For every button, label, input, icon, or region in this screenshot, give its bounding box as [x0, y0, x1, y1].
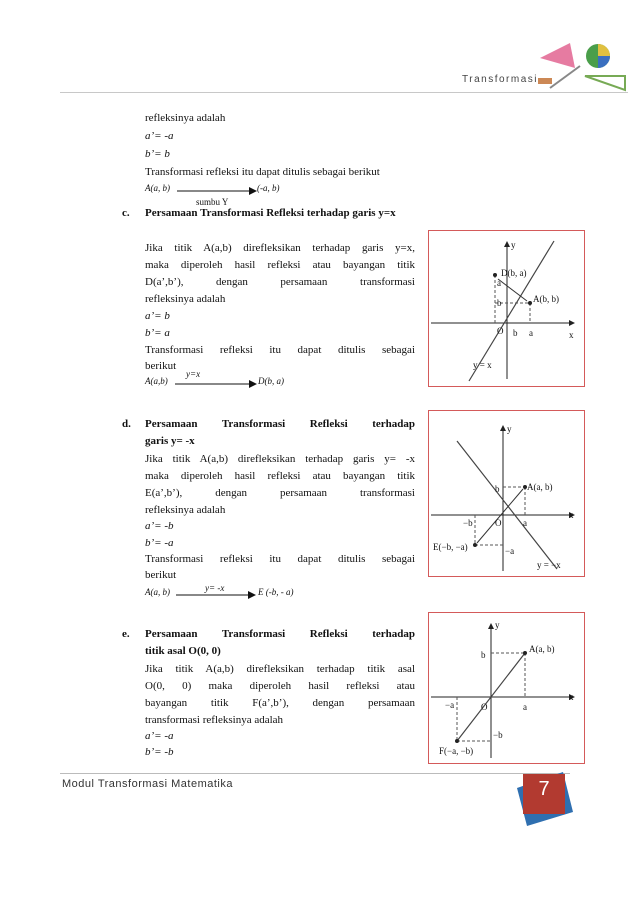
top-arrow-right: (-a, b): [257, 183, 280, 193]
graph-reflection-y-equals-x: [428, 230, 585, 387]
graph-d-minus-b: −b: [463, 518, 473, 528]
section-e-letter: e.: [122, 628, 130, 640]
section-e-title-2: titik asal O(0, 0): [145, 645, 221, 657]
section-d-line-1: Jika titik A(a,b) direfleksikan terhadap garis y= -x: [145, 453, 415, 465]
section-e-line-5: a’= -a: [145, 730, 174, 742]
section-d-title-1: Persamaan Transformasi Refleksi terhadap: [145, 418, 415, 430]
graph-e-origin: O: [481, 702, 488, 712]
graph-c-y-label: y: [511, 240, 516, 250]
graph-d-line-label: y = −x: [537, 560, 561, 570]
section-d-arrow-label: y= -x: [205, 583, 225, 593]
section-e-line-3: bayangan titik F(a’,b’), dengan persamaan: [145, 697, 415, 709]
section-e-title-1: Persamaan Transformasi Refleksi terhadap: [145, 628, 415, 640]
section-d-line-8: berikut: [145, 569, 177, 581]
section-c-line-6: b’= a: [145, 327, 170, 339]
graph-e-point-a: A(a, b): [529, 644, 555, 654]
page-number-badge: [513, 768, 575, 828]
section-c-arrow-left: A(a,b): [145, 376, 168, 386]
section-d-line-6: b’= -a: [145, 537, 174, 549]
graph-e-b-axis: b: [481, 650, 486, 660]
section-c-line-7: Transformasi refleksi itu dapat ditulis sebagai: [145, 344, 415, 356]
graph-reflection-y-equals-minus-x: [428, 410, 585, 577]
section-d-line-5: a’= -b: [145, 520, 174, 532]
section-c-arrow-label: y=x: [186, 369, 201, 379]
graph-c-point-d: D(b, a): [501, 268, 527, 278]
graph-d-x-label: x: [569, 510, 574, 520]
section-e-line-6: b’= -b: [145, 746, 174, 758]
graph-e-x-label: x: [569, 692, 574, 702]
graph-d-point-a: A(a, b): [527, 482, 553, 492]
header-rule: [60, 92, 628, 93]
section-c-line-5: a’= b: [145, 310, 170, 322]
footer-text: Modul Transformasi Matematika: [62, 778, 233, 790]
section-d-arrow-left: A(a, b): [145, 587, 170, 597]
section-d-letter: d.: [122, 418, 131, 430]
graph-c-point-a: A(b, b): [533, 294, 559, 304]
top-arrow-left: A(a, b): [145, 183, 170, 193]
graph-c-b-axis: b: [513, 328, 518, 338]
graph-reflection-origin: [428, 612, 585, 764]
section-d-title-2: garis y= -x: [145, 435, 195, 447]
graph-c-line-label: y = x: [473, 360, 492, 370]
graph-c-origin: O: [497, 326, 504, 336]
section-d-arrow-right: E (-b, - a): [258, 587, 294, 597]
section-c-line-4: refleksinya adalah: [145, 293, 226, 305]
section-c-arrow-right: D(b, a): [258, 376, 284, 386]
section-e-line-1: Jika titik A(a,b) direfleksikan terhadap titik asal: [145, 663, 415, 675]
section-d-line-4: refleksinya adalah: [145, 504, 226, 516]
page-number: 7: [538, 778, 550, 800]
section-d-line-3: E(a’,b’), dengan persamaan transformasi: [145, 487, 415, 499]
section-c-letter: c.: [122, 207, 130, 219]
header-illustration: [530, 38, 630, 98]
section-e-line-4: transformasi refleksinya adalah: [145, 714, 284, 726]
section-c-line-8: berikut: [145, 360, 177, 372]
graph-e-minus-a: −a: [445, 700, 455, 710]
top-line-4: Transformasi refleksi itu dapat ditulis sebagai berikut: [145, 166, 380, 178]
graph-c-a-left: a: [497, 278, 501, 288]
footer-rule: [60, 773, 570, 774]
top-line-3: b’= b: [145, 148, 170, 160]
section-c-line-3: D(a’,b’), dengan persamaan transformasi: [145, 276, 415, 288]
section-d-line-2: maka diperoleh hasil refleksi atau bayangan titik: [145, 470, 415, 482]
graph-c-a-axis: a: [529, 328, 533, 338]
top-line-1: refleksinya adalah: [145, 112, 226, 124]
section-c-line-2: maka diperoleh hasil refleksi atau bayangan titik: [145, 259, 415, 271]
graph-e-y-label: y: [495, 620, 500, 630]
graph-d-minus-a: −a: [505, 546, 515, 556]
section-c-title: Persamaan Transformasi Refleksi terhadap garis y=x: [145, 207, 396, 219]
graph-d-a-axis: a: [523, 518, 527, 528]
graph-d-b-left: b: [495, 484, 500, 494]
section-e-line-2: O(0, 0) maka diperoleh hasil refleksi atau: [145, 680, 415, 692]
graph-d-point-e: E(−b, −a): [433, 542, 468, 552]
graph-e-minus-b: −b: [493, 730, 503, 740]
top-arrow-label: sumbu Y: [196, 197, 229, 207]
top-line-2: a’= -a: [145, 130, 174, 142]
graph-d-y-label: y: [507, 424, 512, 434]
graph-e-point-f: F(−a, −b): [439, 746, 474, 756]
header-title: Transformasi: [462, 74, 538, 85]
section-d-arrow: [176, 587, 256, 605]
graph-c-b-left: b: [497, 298, 502, 308]
section-d-line-7: Transformasi refleksi itu dapat ditulis sebagai: [145, 553, 415, 565]
graph-d-origin: O: [495, 518, 502, 528]
section-c-arrow: [175, 376, 257, 394]
section-c-line-1: Jika titik A(a,b) direfleksikan terhadap garis y=x,: [145, 242, 415, 254]
graph-e-a-axis: a: [523, 702, 527, 712]
graph-c-x-label: x: [569, 330, 574, 340]
